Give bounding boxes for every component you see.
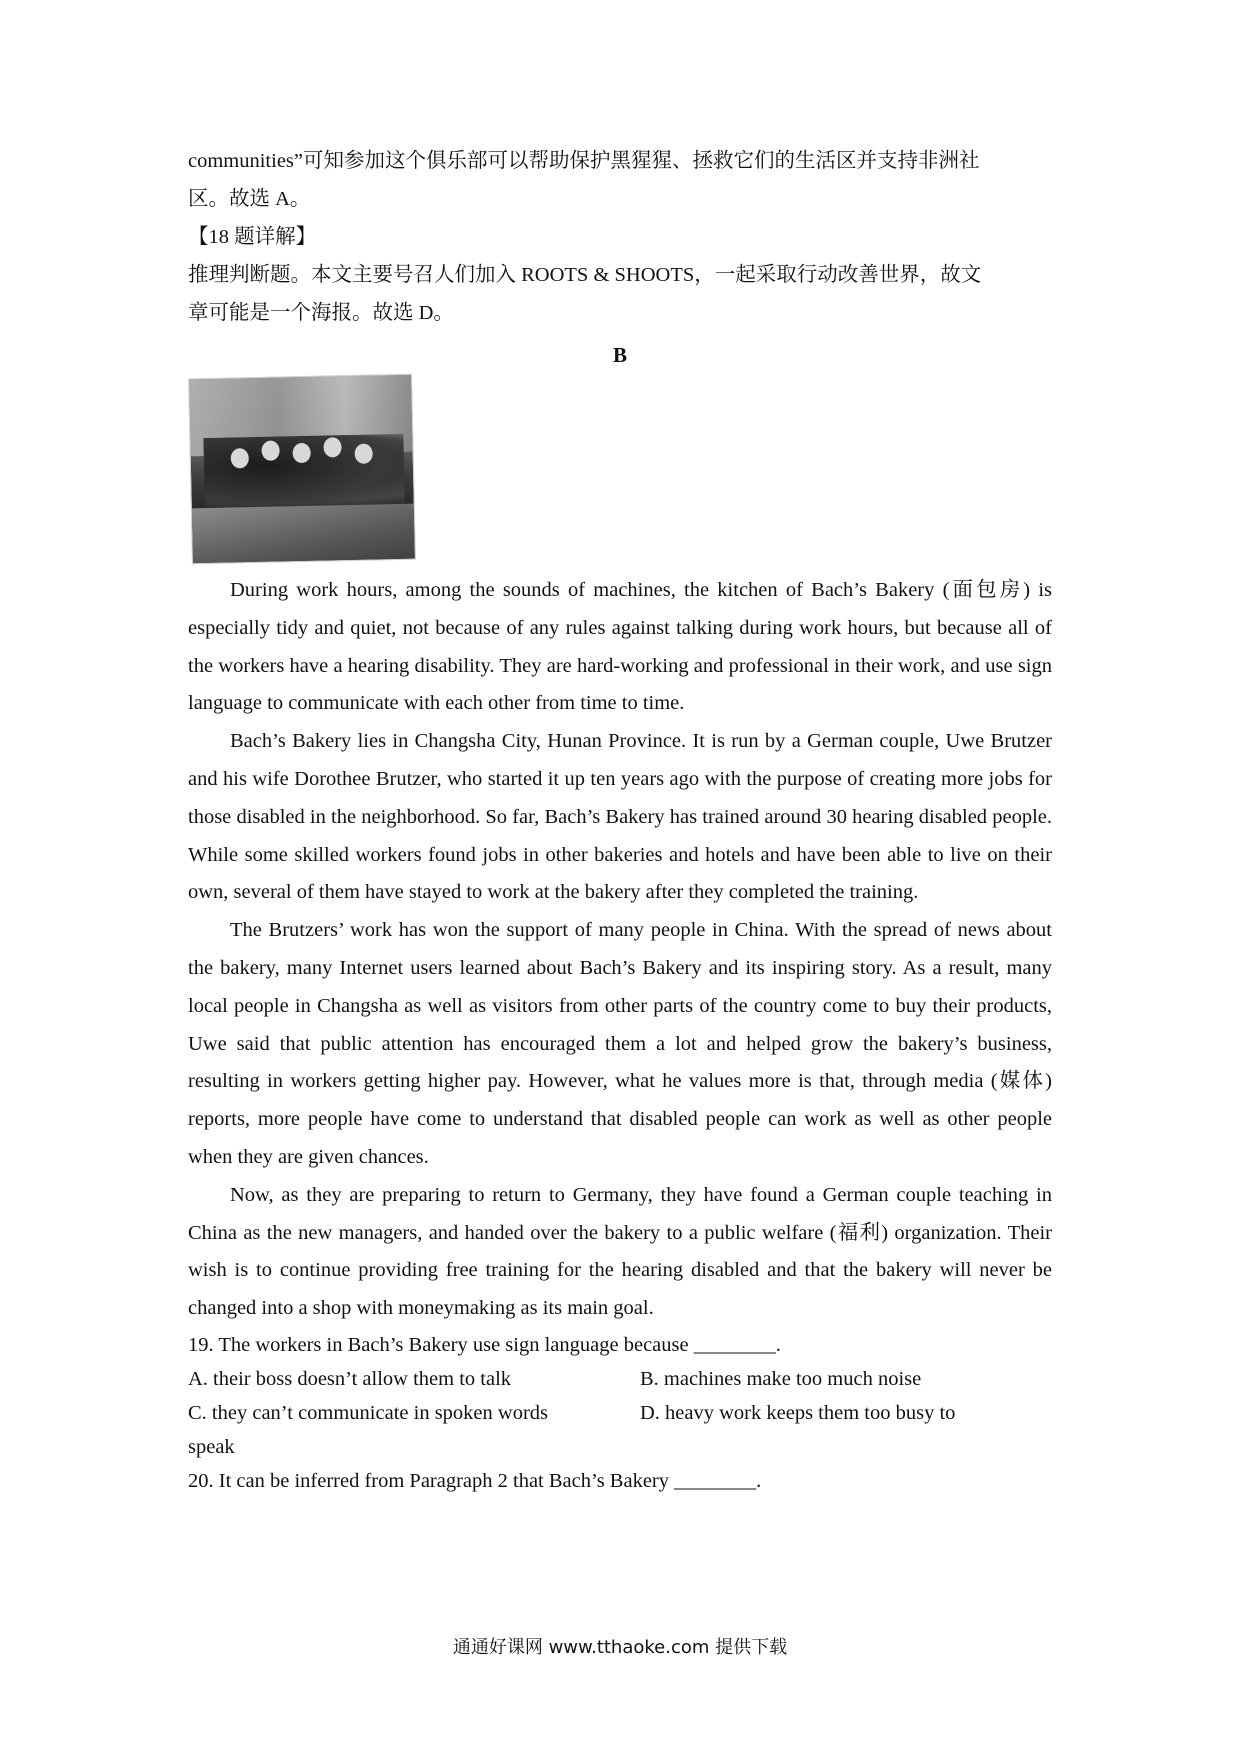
passage-paragraph-3: The Brutzers’ work has won the support of many people in China. With the spread of news about the bakery, many Internet users learned about Bach’s Bakery and its inspiring story. As a result, many local people in Changsha as well as visitors from other parts of the country come to buy their products, Uwe said that public attention has encouraged them a lot and helped grow the bakery’s business, resulting in workers getting higher pay. However, what he values more is that, through media (媒体) reports, more people have come to understand that disabled people can work as well as other people when they are given chances.: [188, 919, 1052, 1168]
section-title: B: [612, 343, 627, 367]
passage-paragraph-1: During work hours, among the sounds of machines, the kitchen of Bach’s Bakery (面包房) is especially tidy and quiet, not because of any rules against talking during work hours, but because all of the workers have a hearing disability. They are hard-working and professional in their work, and use sign language to communicate with each other from time to time.: [188, 579, 1052, 715]
intro-line-2: 区。故选 A。: [188, 188, 311, 210]
option-19-d-continued: speak: [188, 1435, 235, 1458]
intro-line-1: communities”可知参加这个俱乐部可以帮助保护黑猩猩、拯救它们的生活区并支持非洲社: [188, 150, 980, 172]
page-footer: 通通好课网 www.tthaoke.com 提供下载: [452, 1637, 788, 1658]
option-19-d: D. heavy work keeps them too busy to: [640, 1401, 956, 1424]
passage-paragraph-2: Bach’s Bakery lies in Changsha City, Hunan Province. It is run by a German couple, Uwe Brutzer and his wife Dorothee Brutzer, who started it up ten years ago with the purpose of creating more jobs for those disabled in the neighborhood. So far, Bach’s Bakery has trained around 30 hearing disabled people. While some skilled workers found jobs in other bakeries and hotels and have been able to live on their own, several of them have stayed to work at the bakery after they completed the training.: [188, 730, 1052, 904]
q18-heading: 【18 题详解】: [188, 226, 317, 248]
bakery-workers-photo: [188, 374, 416, 565]
question-19-options-row-1: [188, 1362, 1052, 1396]
question-19-options-row-2: [188, 1396, 1052, 1430]
q18-explanation-line-2: 章可能是一个海报。故选 D。: [188, 302, 454, 324]
option-19-b: B. machines make too much noise: [640, 1367, 922, 1390]
q18-explanation-line-1: 推理判断题。本文主要号召人们加入 ROOTS & SHOOTS，一起采取行动改善世界，故文: [188, 264, 982, 286]
option-19-a: A. their boss doesn’t allow them to talk: [188, 1367, 512, 1390]
document-page: [188, 142, 1052, 1498]
question-20-stem: 20. It can be inferred from Paragraph 2 that Bach’s Bakery ________.: [188, 1469, 762, 1492]
passage-paragraph-4: Now, as they are preparing to return to Germany, they have found a German couple teaching in China as the new managers, and handed over the bakery to a public welfare (福利) organization. Their wish is to continue providing free training for the hearing disabled and that the bakery will never be changed into a shop with moneymaking as its main goal.: [188, 1183, 1052, 1320]
option-19-c: C. they can’t communicate in spoken words: [188, 1401, 549, 1424]
question-19-stem: 19. The workers in Bach’s Bakery use sign language because ________.: [188, 1333, 781, 1356]
